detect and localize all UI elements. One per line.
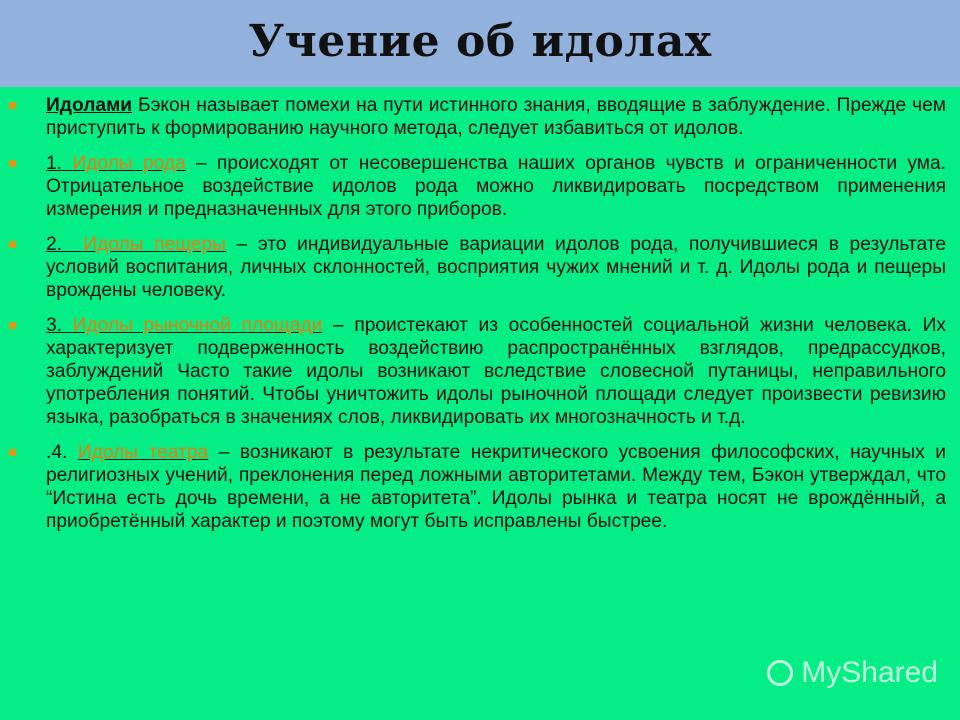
term-idols: Идолами <box>46 95 133 116</box>
bullet-icon <box>9 241 16 248</box>
watermark-text: MyShared <box>801 656 938 689</box>
list-item-idols-definition <box>0 94 960 140</box>
list-item-idols-of-theatre <box>0 441 960 533</box>
content <box>0 94 960 545</box>
list-item-idols-of-marketplace <box>0 314 960 429</box>
title-bar <box>0 0 960 87</box>
list-item-idols-of-cave <box>0 233 960 302</box>
watermark <box>767 656 938 690</box>
link-idols-of-theatre[interactable]: Идолы театра <box>77 442 209 463</box>
item-text: – проистекают из особенностей социальной жизни человека. Их характеризует подверженность воздействию распространённых взглядов, предрассудков, заблуждений Часто такие идолы возникают вследствие словесной путаницы, неправильного употребления понятий. Чтобы уничтожить идолы рыночной площади следует произвести ревизию языка, разобраться в значениях слов, ликвидировать их многозначность и т.д. <box>46 315 946 428</box>
link-idols-of-tribe[interactable]: Идолы рода <box>72 153 186 174</box>
link-idols-of-cave[interactable]: Идолы пещеры <box>83 234 226 255</box>
bullet-icon <box>9 102 16 109</box>
watermark-logo-icon <box>767 660 793 686</box>
list-item-idols-of-tribe <box>0 152 960 221</box>
bullet-icon <box>9 160 16 167</box>
item-number: 2. <box>46 234 84 255</box>
item-text: Бэкон называет помехи на пути истинного знания, вводящие в заблуждение. Прежде чем приступить к формированию научного метода, следует избавиться от идолов. <box>46 95 946 139</box>
item-text: – это индивидуальные вариации идолов рода, получившиеся в результате условий воспитания, личных склонностей, восприятия чужих мнений и т. д. Идолы рода и пещеры врождены человеку. <box>46 234 946 301</box>
item-number: 1. <box>46 153 73 174</box>
item-text: – возникают в результате некритического усвоения философских, научных и религиозных учений, преклонения перед ложными авторитетами. Между тем, Бэкон утверждал, что “Истина есть дочь времени, а не авторитета”. Идолы рынка и театра носят не врождённый, а приобретённый характер и поэтому могут быть исправлены быстрее. <box>46 442 946 532</box>
link-idols-of-marketplace[interactable]: Идолы рыночной площади <box>72 315 323 336</box>
item-text: – происходят от несовершенства наших органов чувств и ограниченности ума. Отрицательное воздействие идолов рода можно ликвидировать посредством применения измерения и предназначенных для этого приборов. <box>46 153 946 220</box>
item-number: 3. <box>46 315 73 336</box>
page-title: Учение об идолах <box>248 16 712 67</box>
item-number: .4. <box>46 442 78 463</box>
bullet-icon <box>9 449 16 456</box>
bullet-icon <box>9 322 16 329</box>
